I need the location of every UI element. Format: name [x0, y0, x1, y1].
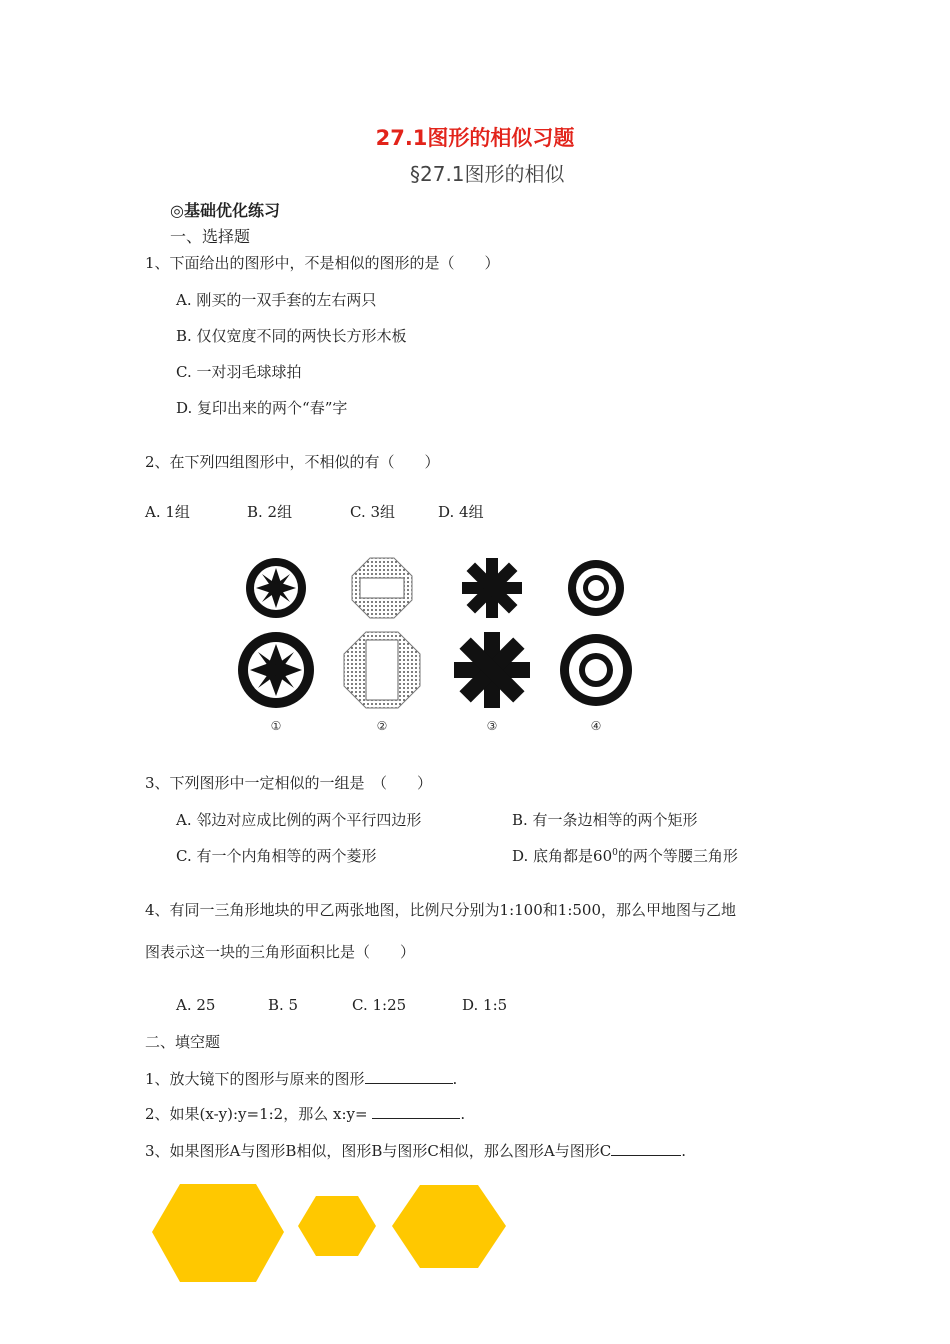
q2-option-d: D. 4组: [438, 503, 484, 521]
fill-1: [145, 1068, 457, 1089]
fill-2-text: 2、如果(x-y):y=1:2，那么 x:y=: [145, 1105, 373, 1123]
hexagon-small-middle: [298, 1196, 376, 1256]
q3-option-d-degree: 0: [612, 848, 618, 858]
flower-large: [560, 634, 632, 706]
q3-option-c: C. 有一个内角相等的两个菱形: [176, 847, 377, 865]
q1-stem: 1、下面给出的图形中，不是相似的图形的是（ ）: [145, 254, 500, 272]
q4-option-b: B. 5: [268, 996, 299, 1014]
fill-3: [145, 1140, 686, 1161]
q1-option-d: D. 复印出来的两个“春”字: [176, 399, 348, 417]
page-title: 27.1图形的相似习题: [375, 126, 575, 150]
rosette-star-large: [238, 632, 314, 708]
figure-label-3: ③: [486, 719, 498, 733]
dotted-octagon-small: [352, 558, 412, 618]
q2-option-a: A. 1组: [145, 503, 190, 521]
hexagon-large-left: [152, 1184, 284, 1282]
q4-stem-line1: 4、有同一三角形地块的甲乙两张地图，比例尺分别为1:100和1:500，那么甲地图与乙地: [145, 901, 737, 919]
q3-option-b: B. 有一条边相等的两个矩形: [512, 811, 698, 829]
q4-option-a: A. 25: [176, 996, 216, 1014]
fill-2: [145, 1103, 465, 1124]
q4-stem-line2: 图表示这一块的三角形面积比是（ ）: [145, 943, 416, 961]
q3-option-d-tail: 的两个等腰三角形: [617, 847, 738, 865]
fill-2-blank[interactable]: [372, 1104, 460, 1119]
hexagon-large-right: [392, 1185, 506, 1268]
fill-3-blank[interactable]: [611, 1141, 681, 1156]
figure-label-1: ①: [270, 719, 282, 733]
section-subtitle: §27.1图形的相似: [410, 162, 565, 186]
q1-option-b: B. 仅仅宽度不同的两快长方形木板: [176, 327, 407, 345]
similar-shapes-figure: [230, 552, 650, 742]
fill-1-end: .: [452, 1070, 458, 1088]
fill-2-end: .: [460, 1105, 466, 1123]
basic-practice-heading: ◎基础优化练习: [170, 201, 280, 220]
q3-option-a: A. 邻边对应成比例的两个平行四边形: [176, 811, 422, 829]
figure-label-4: ④: [590, 719, 602, 733]
rosette-star-small: [246, 558, 306, 618]
dotted-octagon-large: [344, 632, 420, 708]
q3-option-d-text: D. 底角都是60: [512, 847, 613, 865]
fill-1-text: 1、放大镜下的图形与原来的图形: [145, 1070, 365, 1088]
part-two-heading: 二、填空题: [145, 1033, 221, 1051]
q3-stem: 3、下列图形中一定相似的一组是 （ ）: [145, 774, 433, 792]
q4-option-d: D. 1:5: [462, 996, 508, 1014]
hexagons-figure: [148, 1182, 510, 1286]
q2-stem: 2、在下列四组图形中，不相似的有（ ）: [145, 453, 440, 471]
asterisk-small: [462, 558, 522, 618]
q2-option-b: B. 2组: [247, 503, 293, 521]
q4-option-c: C. 1:25: [352, 996, 407, 1014]
figure-label-2: ②: [376, 719, 388, 733]
part-one-heading: 一、选择题: [170, 227, 251, 246]
flower-small: [568, 560, 624, 616]
fill-3-end: .: [681, 1142, 686, 1160]
q3-option-d: [512, 845, 738, 866]
q1-option-c: C. 一对羽毛球球拍: [176, 363, 302, 381]
fill-3-text: 3、如果图形A与图形B相似，图形B与图形C相似，那么图形A与图形C: [145, 1142, 612, 1160]
q1-option-a: A. 刚买的一双手套的左右两只: [176, 291, 377, 309]
q2-option-c: C. 3组: [350, 503, 396, 521]
asterisk-large: [454, 632, 530, 708]
fill-1-blank[interactable]: [365, 1069, 453, 1084]
